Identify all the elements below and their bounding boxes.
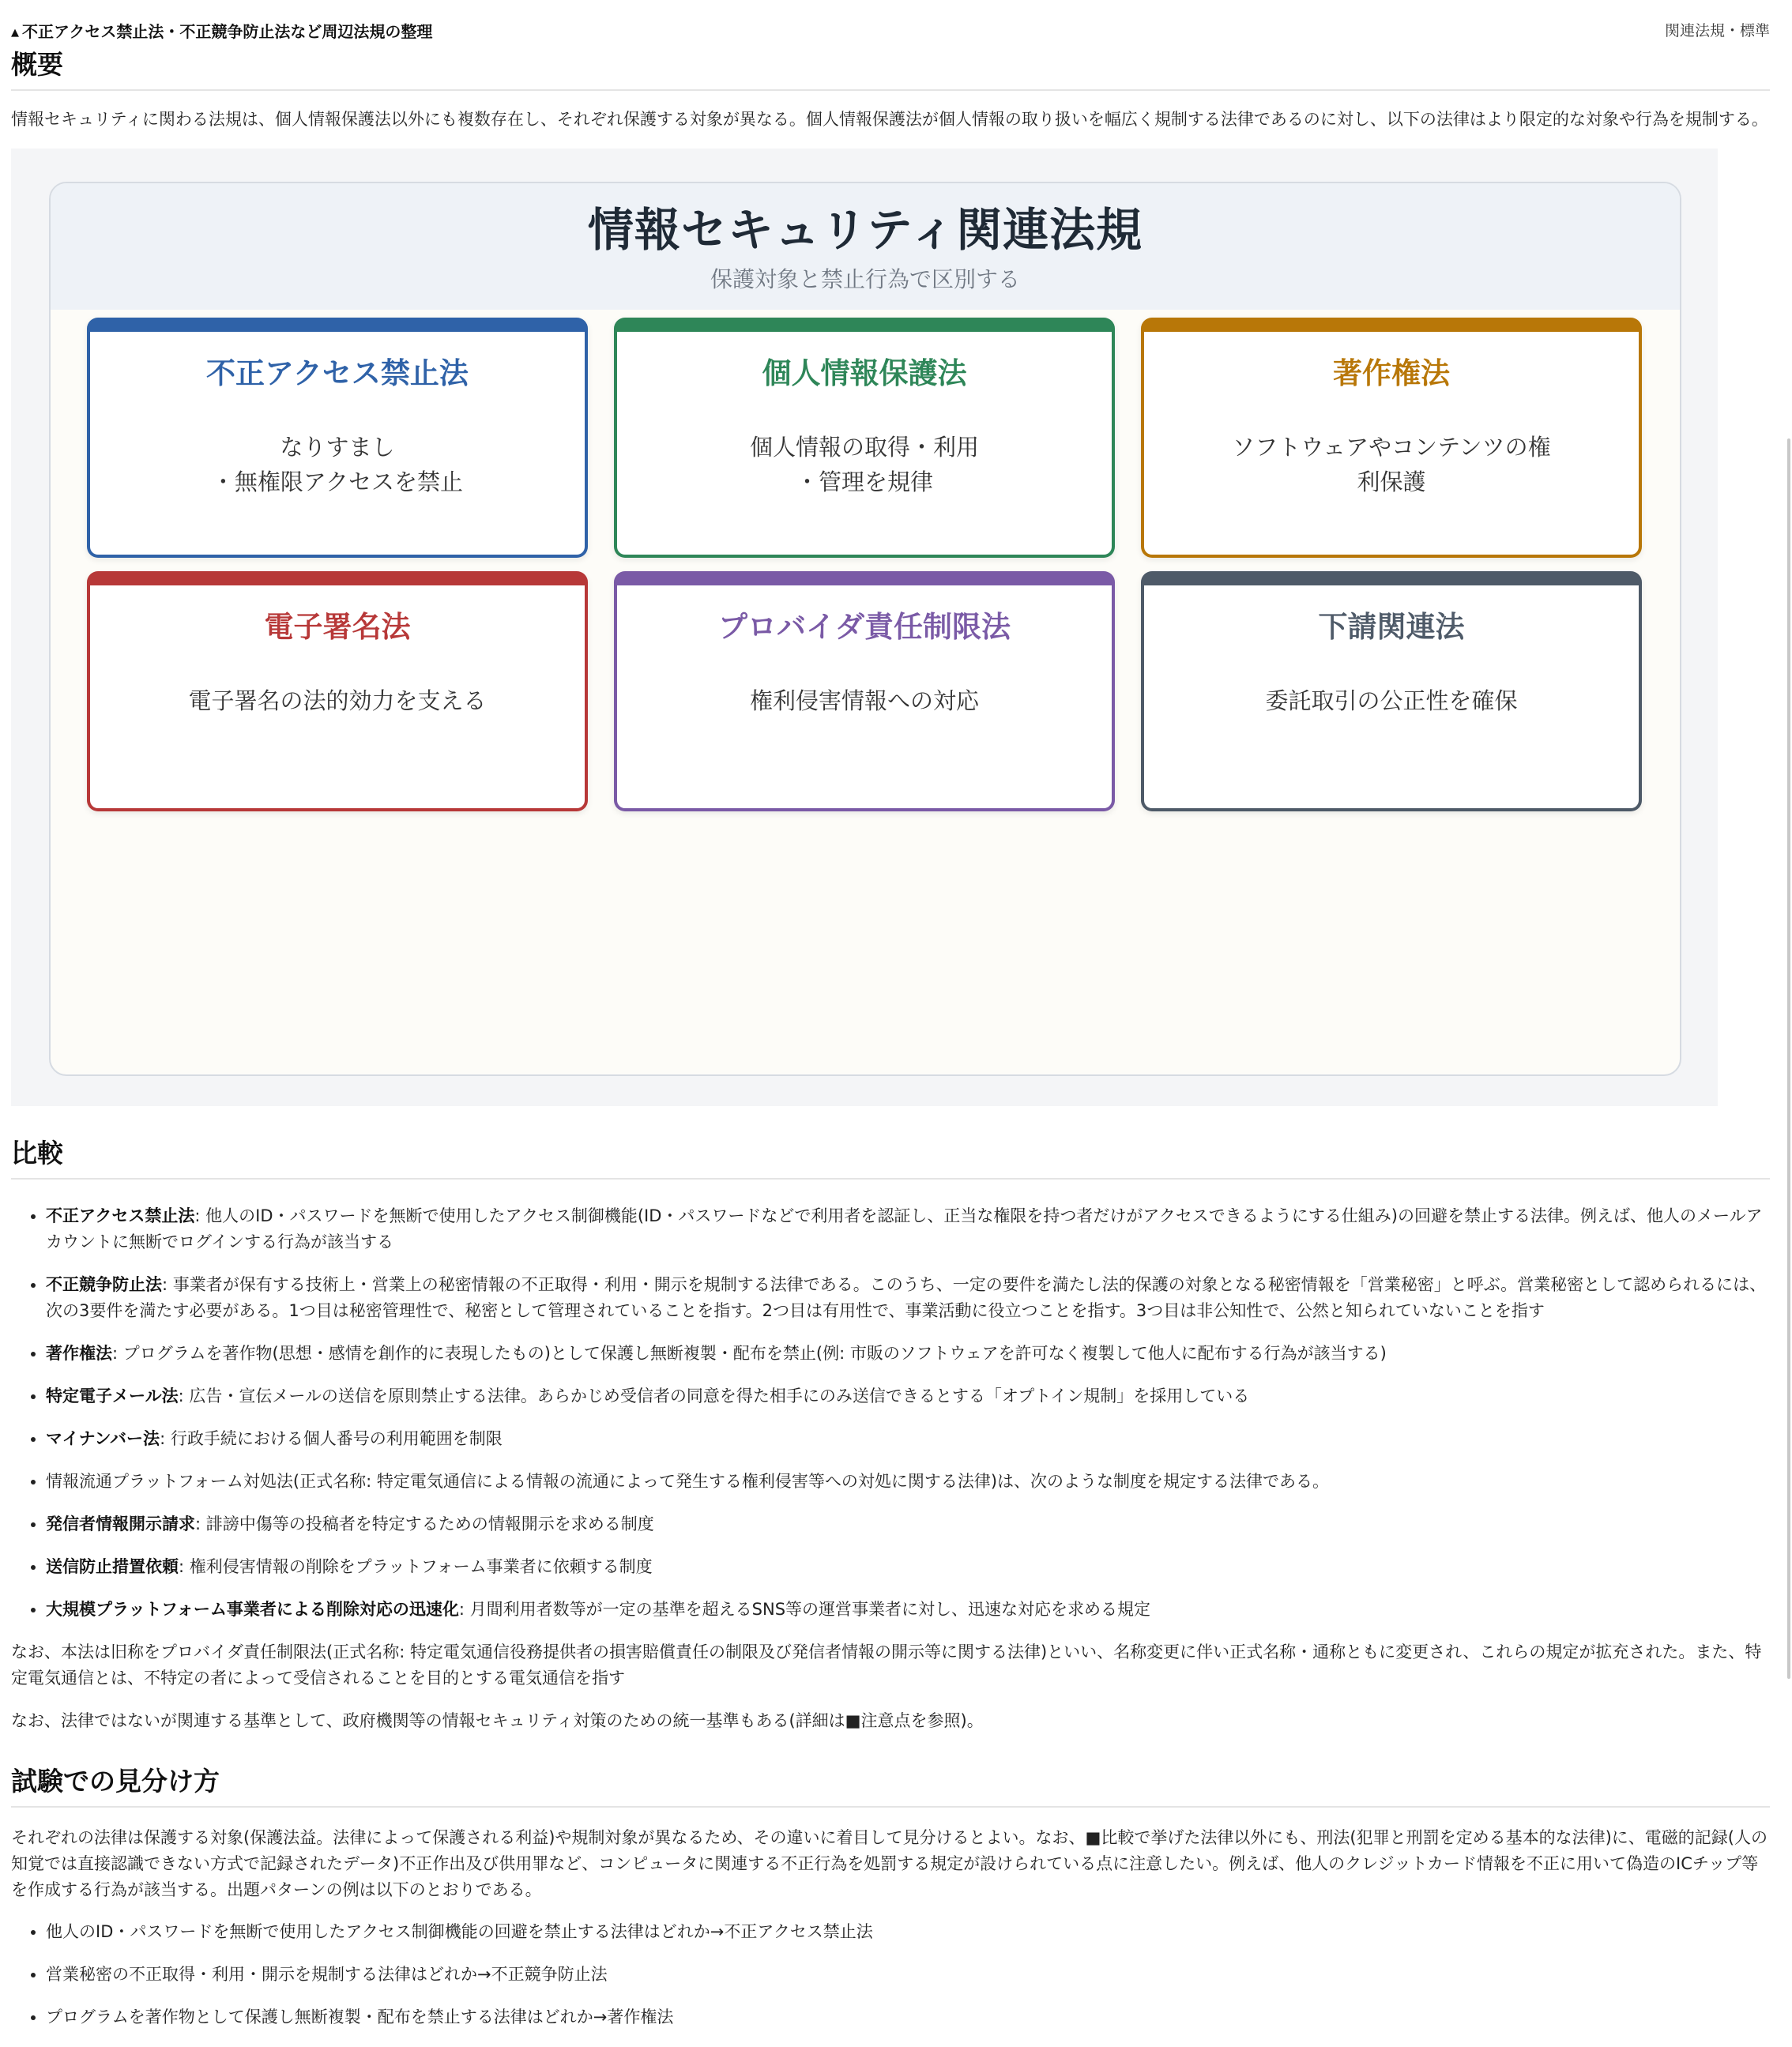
law-card xyxy=(614,318,1115,558)
exam-heading: 試験での見分け方 xyxy=(11,1761,1770,1808)
scrollbar[interactable] xyxy=(1787,438,1790,1679)
compare-section xyxy=(11,1133,1770,1734)
list-item: • プログラムを著作物として保護し無断複製・配布を禁止する法律はどれか→著作権法 xyxy=(46,2004,1770,2030)
exam-pattern-list xyxy=(11,1919,1770,2030)
diagram-subtitle: 保護対象と禁止行為で区別する xyxy=(710,266,1020,292)
law-card xyxy=(614,571,1115,811)
overview-section xyxy=(11,44,1770,133)
term-description: : 行政手続における個人番号の利用範囲を制限 xyxy=(160,1429,503,1448)
diagram-header xyxy=(51,183,1680,310)
exam-text: それぞれの法律は保護する対象(保護法益。法律によって保護される利益)や規制対象が異なるため、その違いに着目して見分けるとよい。なお、■比較で挙げた法律以外にも、刑法(犯罪と刑罰を定める基本的な法律)に、電磁的記録(人の知覚では直接認識できない方式で記録されたデータ)不正作出及び供用罪など、コンピュータに関連する不正行為を処罰する規定が設けられている点に注意したい。例えば、他人のクレジットカード情報を不正に用いて偽造のICチップ等を作成する行為が該当する。出題パターンの例は以下のとおりである。 xyxy=(11,1828,1768,1899)
term: 大規模プラットフォーム事業者による削除対応の迅速化 xyxy=(46,1600,459,1619)
compare-heading: 比較 xyxy=(11,1133,1770,1180)
caret-up-icon: ▲ xyxy=(11,27,19,39)
term-description: : 誹謗中傷等の投稿者を特定するための情報開示を求める制度 xyxy=(195,1515,654,1533)
term: 不正アクセス禁止法 xyxy=(46,1206,195,1225)
term-description: : 月間利用者数等が一定の基準を超えるSNS等の運営事業者に対し、迅速な対応を求める規定 xyxy=(458,1600,1151,1619)
term: 特定電子メール法 xyxy=(46,1387,179,1405)
card-description: 委託取引の公正性を確保 xyxy=(1265,687,1518,714)
list-item xyxy=(46,1341,1770,1367)
diagram-title: 情報セキュリティ関連法規 xyxy=(587,203,1143,257)
term: マイナンバー法 xyxy=(46,1429,160,1448)
list-item xyxy=(46,1597,1770,1623)
law-card xyxy=(87,318,588,558)
list-item xyxy=(46,1383,1770,1409)
card-description: 電子署名の法的効力を支える xyxy=(188,687,487,714)
term-description: 情報流通プラットフォーム対処法(正式名称: 特定電気通信による情報の流通によって発生する権利侵害等への対処に関する法律)は、次のような制度を規定する法律である。 xyxy=(46,1472,1330,1491)
top-bar xyxy=(11,0,1770,43)
list-item xyxy=(46,1272,1770,1324)
term: 送信防止措置依頼 xyxy=(46,1557,179,1576)
list-item: • 営業秘密の不正取得・利用・開示を規制する法律はどれか→不正競争防止法 xyxy=(46,1962,1770,1988)
diagram-panel xyxy=(49,182,1681,1076)
law-card xyxy=(1141,318,1642,558)
law-diagram xyxy=(11,149,1718,1106)
term-description: : 事業者が保有する技術上・営業上の秘密情報の不正取得・利用・開示を規制する法律である。このうち、一定の要件を満たし法的保護の対象となる秘密情報を「営業秘密」と呼ぶ。営業秘密として認められるには、次の3要件を満たす必要がある。1つ目は秘密管理性で、秘密として管理されていることを指す。2つ目は有用性で、事業活動に役立つことを指す。3つ目は非公知性で、公然と知られていないことを指す xyxy=(46,1275,1767,1320)
term: 不正競争防止法 xyxy=(46,1275,162,1294)
card-description: ソフトウェアやコンテンツの権 利保護 xyxy=(1232,434,1551,495)
section-toggle[interactable] xyxy=(11,19,432,42)
list-item xyxy=(46,1469,1770,1495)
compare-list xyxy=(11,1203,1770,1623)
term-description: : 他人のID・パスワードを無断で使用したアクセス制御機能(ID・パスワードなどで利用者を認証し、正当な権限を持つ者だけがアクセスできるようにする仕組み)の回避を禁止する法律。例えば、他人のメールアカウントに無断でログインする行為が該当する xyxy=(46,1206,1763,1251)
term: 著作権法 xyxy=(46,1344,112,1363)
list-item xyxy=(46,1426,1770,1452)
exam-section xyxy=(11,1761,1770,2030)
list-item xyxy=(46,1511,1770,1537)
list-item xyxy=(46,1554,1770,1580)
card-title: 不正アクセス禁止法 xyxy=(206,356,469,390)
overview-text: 情報セキュリティに関わる法規は、個人情報保護法以外にも複数存在し、それぞれ保護する対象が異なる。個人情報保護法が個人情報の取り扱いを幅広く規制する法律であるのに対し、以下の法律はより限定的な対象や行為を規制する。 xyxy=(11,110,1768,129)
term: 発信者情報開示請求 xyxy=(46,1515,195,1533)
compare-note: なお、本法は旧称をプロバイダ責任制限法(正式名称: 特定電気通信役務提供者の損害賠償責任の制限及び発信者情報の開示等に関する法律)といい、名称変更に伴い正式名称・通称ともに変更され、これらの規定が拡充された。また、特定電気通信とは、不特定の者によって受信されることを目的とする電気通信を指す xyxy=(11,1642,1762,1688)
card-description: 個人情報の取得・利用 ・管理を規律 xyxy=(749,434,979,495)
card-title: 下請関連法 xyxy=(1318,610,1465,644)
card-title: プロバイダ責任制限法 xyxy=(718,610,1011,644)
overview-heading: 概要 xyxy=(11,44,1770,91)
law-card xyxy=(1141,571,1642,811)
card-description: 権利侵害情報への対応 xyxy=(749,687,979,714)
law-card xyxy=(87,571,588,811)
list-item xyxy=(46,1203,1770,1255)
page xyxy=(11,0,1770,2047)
card-title: 電子署名法 xyxy=(264,610,411,644)
category-label: 関連法規・標準 xyxy=(1664,22,1770,40)
card-title: 個人情報保護法 xyxy=(762,356,967,390)
breadcrumb-title: 不正アクセス禁止法・不正競争防止法など周辺法規の整理 xyxy=(22,22,433,41)
compare-note-standard: なお、法律ではないが関連する基準として、政府機関等の情報セキュリティ対策のための統一基準もある(詳細は■注意点を参照)。 xyxy=(11,1711,984,1730)
term-description: : 権利侵害情報の削除をプラットフォーム事業者に依頼する制度 xyxy=(179,1557,653,1576)
card-title: 著作権法 xyxy=(1333,356,1450,390)
term-description: : プログラムを著作物(思想・感情を創作的に表現したもの)として保護し無断複製・配布を禁止(例: 市販のソフトウェアを許可なく複製して他人に配布する行為が該当する) xyxy=(112,1344,1387,1363)
card-description: なりすまし ・無権限アクセスを禁止 xyxy=(211,434,464,495)
term-description: : 広告・宣伝メールの送信を原則禁止する法律。あらかじめ受信者の同意を得た相手にのみ送信できるとする「オプトイン規制」を採用している xyxy=(178,1387,1250,1405)
list-item: • 他人のID・パスワードを無断で使用したアクセス制御機能の回避を禁止する法律はどれか→不正アクセス禁止法 xyxy=(46,1919,1770,1945)
